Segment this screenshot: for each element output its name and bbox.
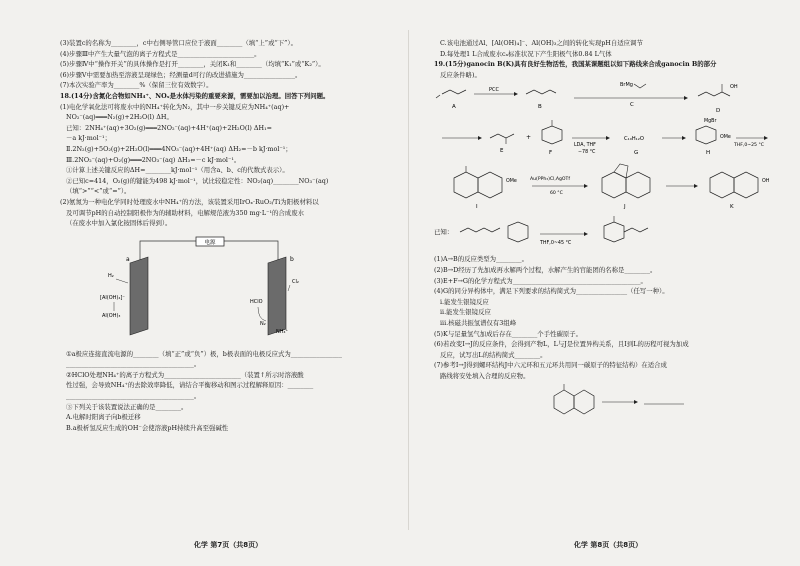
electrode-a-label: a xyxy=(126,255,130,263)
label-catalyst-temp: 60 °C xyxy=(550,191,563,197)
known-condition: THF,0~45 °C xyxy=(540,241,572,247)
wire-left xyxy=(140,241,196,263)
left-text-block-after xyxy=(60,349,396,434)
electrolysis-diagram xyxy=(100,233,320,343)
struct-h xyxy=(696,126,716,144)
text-line: ii.能发生银镜反应 xyxy=(440,308,491,317)
synthesis-svg xyxy=(434,82,786,212)
text-line: 路线将安处填入合理的反应物。 xyxy=(440,371,530,380)
label-mgbr: MgBr xyxy=(704,119,717,125)
question-19-intro xyxy=(434,59,782,80)
wire-right xyxy=(224,241,278,263)
h2-label: H₂ xyxy=(108,272,114,279)
text-line: 及可调节pH的自动控制阳极作为的辅助材料，电解规范液为350 mg·L⁻¹的合成废水 xyxy=(66,208,304,217)
struct-k-ring1 xyxy=(710,172,734,198)
known-reaction-svg xyxy=(434,216,786,254)
text-line: ②HClO处理NH₄⁺的离子方程式为________________________（装置↑所示时溶液酸 xyxy=(66,370,304,379)
struct-k-ring2 xyxy=(734,172,758,198)
page-7 xyxy=(48,0,408,566)
label-i: I xyxy=(476,204,478,211)
label-i-ome: OMe xyxy=(506,179,517,185)
svg-text:+: + xyxy=(526,134,532,142)
label-a: A xyxy=(452,104,456,111)
struct-j-ring2 xyxy=(626,172,650,198)
label-b: B xyxy=(538,104,542,111)
text-line: A.电解时阳离子向b极迁移 xyxy=(66,413,141,422)
label-h: H xyxy=(706,150,711,157)
label-c-reagent: BrMg xyxy=(620,82,633,89)
text-line: (1)电化学氧化法可将废水中的NH₄⁺转化为N₂，其中一步关键反应为NH₄⁺(aq)+ xyxy=(60,102,290,111)
known-reactant xyxy=(460,228,500,232)
text-line: NO₂⁻(aq)═══N₂(g)+2H₂O(l) ΔH。 xyxy=(66,113,173,122)
final-ring2 xyxy=(574,390,594,414)
right-text-top xyxy=(434,38,782,59)
aloh3-label: Al(OH)₃ xyxy=(102,312,121,319)
struct-a xyxy=(442,90,466,94)
text-line: (5)步骤Ⅳ中“操作开关”的具体操作是打开________，关闭K₁和________（均填“K₁”或“K₂”）。 xyxy=(60,60,325,69)
text-line: ①计算上述关键反应的ΔH=________kJ·mol⁻¹（用含a、b、c的代数式表示）。 xyxy=(66,166,289,175)
page-8-footer: 化学 第8页（共8页） xyxy=(573,541,643,549)
text-line: 反应条件略)。 xyxy=(440,70,481,79)
label-g: G xyxy=(634,150,639,157)
text-line: (3)E+F→G的化学方程式为________________________________________。 xyxy=(434,276,647,285)
left-text-block xyxy=(60,38,396,229)
n2-label: N₂ xyxy=(260,320,266,327)
text-line: ③下列关于该装置说法正确的是________。 xyxy=(66,402,188,411)
text-line: 19.(15分)ganocin B(K)具有良好生物活性，我国某课题组以如下路线来合成ganocin B的部分 xyxy=(434,60,717,69)
text-line: 已知：2NH₄⁺(aq)+3O₂(g)═══2NO₂⁻(aq)+4H⁺(aq)+2H₂O(l) ΔH₁= xyxy=(66,123,273,132)
struct-e xyxy=(490,134,514,138)
struct-b xyxy=(526,90,556,94)
label-c: C xyxy=(630,102,634,109)
text-line: C.该电池通过Al、[Al(OH)₄]⁻、Al(OH)₃之间的转化实现pH自适应调节 xyxy=(440,39,643,47)
synthesis-scheme xyxy=(434,82,786,212)
label-f: F xyxy=(549,150,553,157)
label-catalyst: Au(PPh₃)Cl,AgOTf xyxy=(530,177,570,183)
struct-i-ring2 xyxy=(478,172,502,198)
electrode-a xyxy=(130,257,148,335)
electrolysis-svg xyxy=(100,233,320,343)
hclo-label: HClO xyxy=(250,298,263,305)
text-line: (2)氨氮为一种电化学同时处理废水中NH₄⁺的方法，该装置采用IrOₓ·RuO₂/Ti为阳极材料以 xyxy=(60,197,319,206)
nh4-label: NH₄⁺ xyxy=(276,328,289,335)
page-8 xyxy=(422,0,794,566)
text-line: －a kJ·mol⁻¹； xyxy=(66,134,111,143)
label-j: J xyxy=(624,204,626,211)
aloh4-label: [Al(OH)₄]⁻ xyxy=(100,294,125,301)
text-line: i.能发生银镜反应 xyxy=(440,297,489,306)
page-7-footer: 化学 第7页（共8页） xyxy=(193,541,263,549)
struct-i-ring1 xyxy=(454,172,478,198)
label-c10h12o: C₁₀H₁₂O xyxy=(624,136,644,143)
label-e: E xyxy=(500,148,504,155)
page-divider xyxy=(408,30,409,530)
text-line: (7)参考I→J得到螺环结构J中六元环和五元环共用同一碳原子的特征结构）在适合成 xyxy=(434,361,667,370)
final-scheme-svg xyxy=(434,382,786,426)
struct-f xyxy=(542,126,562,144)
final-ring1 xyxy=(554,390,574,414)
text-line: Ⅱ.2N₂(g)+5O₂(g)+2H₂O(l)═══4NO₃⁻(aq)+4H⁺(aq) ΔH₂=－b kJ·mol⁻¹； xyxy=(66,144,292,153)
text-line: (4)步骤Ⅲ中产生大量气泡的离子方程式是________________________。 xyxy=(60,49,261,58)
label-h-ome: OMe xyxy=(720,135,731,141)
text-line: (5)K与足量氢气加成后存在________个手性碳原子。 xyxy=(434,329,583,338)
text-line: 18.(14分)含氮化合物如NH₄⁺、NOₓ是水体污染的重要来源，需要加以治理。回答下列问题。 xyxy=(60,91,330,100)
text-line: Ⅲ.2NO₂⁻(aq)+O₂(g)═══2NO₃⁻(aq) ΔH₃=－c kJ·mol⁻¹。 xyxy=(66,155,241,164)
struct-d xyxy=(698,92,730,96)
label-d: D xyxy=(716,108,721,115)
cl2-label: Cl₂ xyxy=(292,278,299,285)
text-line: 性过强，会导致NH₄⁺的去除效率降低，请结合平衡移动和图示过程解释原因：________ xyxy=(66,381,314,390)
text-line: ________________________________________。 xyxy=(66,360,201,369)
text-line: ②已知c=414，O₂(g)的键能为498 kJ·mol⁻¹，试比较稳定性：NO₂(aq)________NO₃⁻(aq) xyxy=(66,176,329,185)
final-scheme xyxy=(434,382,786,426)
text-line: （填“>”“<”或“=”）。 xyxy=(66,187,131,196)
question-19-parts xyxy=(434,254,782,381)
text-line: D.每处理1 L合成废水cₐ标准状况下产生阳极气体0.84 L气体 xyxy=(440,49,612,58)
label-lda-temp: −78 °C xyxy=(578,150,596,156)
text-line: (4)G的同分异构体中，满足下列要求的结构简式为________________（任写一种）。 xyxy=(434,287,669,296)
text-line: (2)B→D经历了先加成再水解两个过程，水解产生的官能团的名称是________。 xyxy=(434,265,657,274)
text-line: (3)装置c的名称为________，c中右侧导管口应位于液面________（填“上”或“下”）。 xyxy=(60,39,297,47)
known-label: 已知： xyxy=(434,228,454,237)
label-d-oh: OH xyxy=(730,84,738,91)
text-line: iii.核磁共振氢谱仅有3组峰 xyxy=(440,318,517,327)
label-pcc: PCC xyxy=(489,87,499,94)
text-line: (6)若改变I→J的反应条件，会得到产物L，L与J是位置异构关系，且I到L的历程可视为加成 xyxy=(434,340,689,349)
text-line: (6)步骤Ⅴ中需要加热至溶液呈现绿色；经测量d可行的改进措施为________________。 xyxy=(60,70,302,79)
known-reaction xyxy=(434,216,786,254)
text-line: B.a极析氢反应生成的OH⁻会使溶液pH持续升高至强碱性 xyxy=(66,423,229,432)
text-line: (7)本次实验产率为________%（保留三位有效数字）。 xyxy=(60,81,213,90)
label-k: K xyxy=(730,204,734,211)
text-line: （在废水中加入氯化铵固体后得到）。 xyxy=(66,219,172,228)
known-product xyxy=(604,222,624,242)
electrode-b xyxy=(268,257,286,335)
label-thf-temp: THF,0~25 °C xyxy=(734,143,764,149)
label-k-oh: OH xyxy=(762,179,770,185)
text-line: 反应，试写出L的结构简式________。 xyxy=(440,350,547,359)
text-line: (1)A→B的反应类型为________。 xyxy=(434,255,529,264)
text-line: ①a极应连接直流电源的________（填“正”或“负”）极，b极表面的电极反应式为________________ xyxy=(66,349,342,358)
label-lda: LDA, THF xyxy=(574,143,596,149)
power-label: 电源 xyxy=(204,239,216,246)
text-line: ________________________________________。 xyxy=(66,392,201,401)
electrode-b-label: b xyxy=(290,255,294,263)
